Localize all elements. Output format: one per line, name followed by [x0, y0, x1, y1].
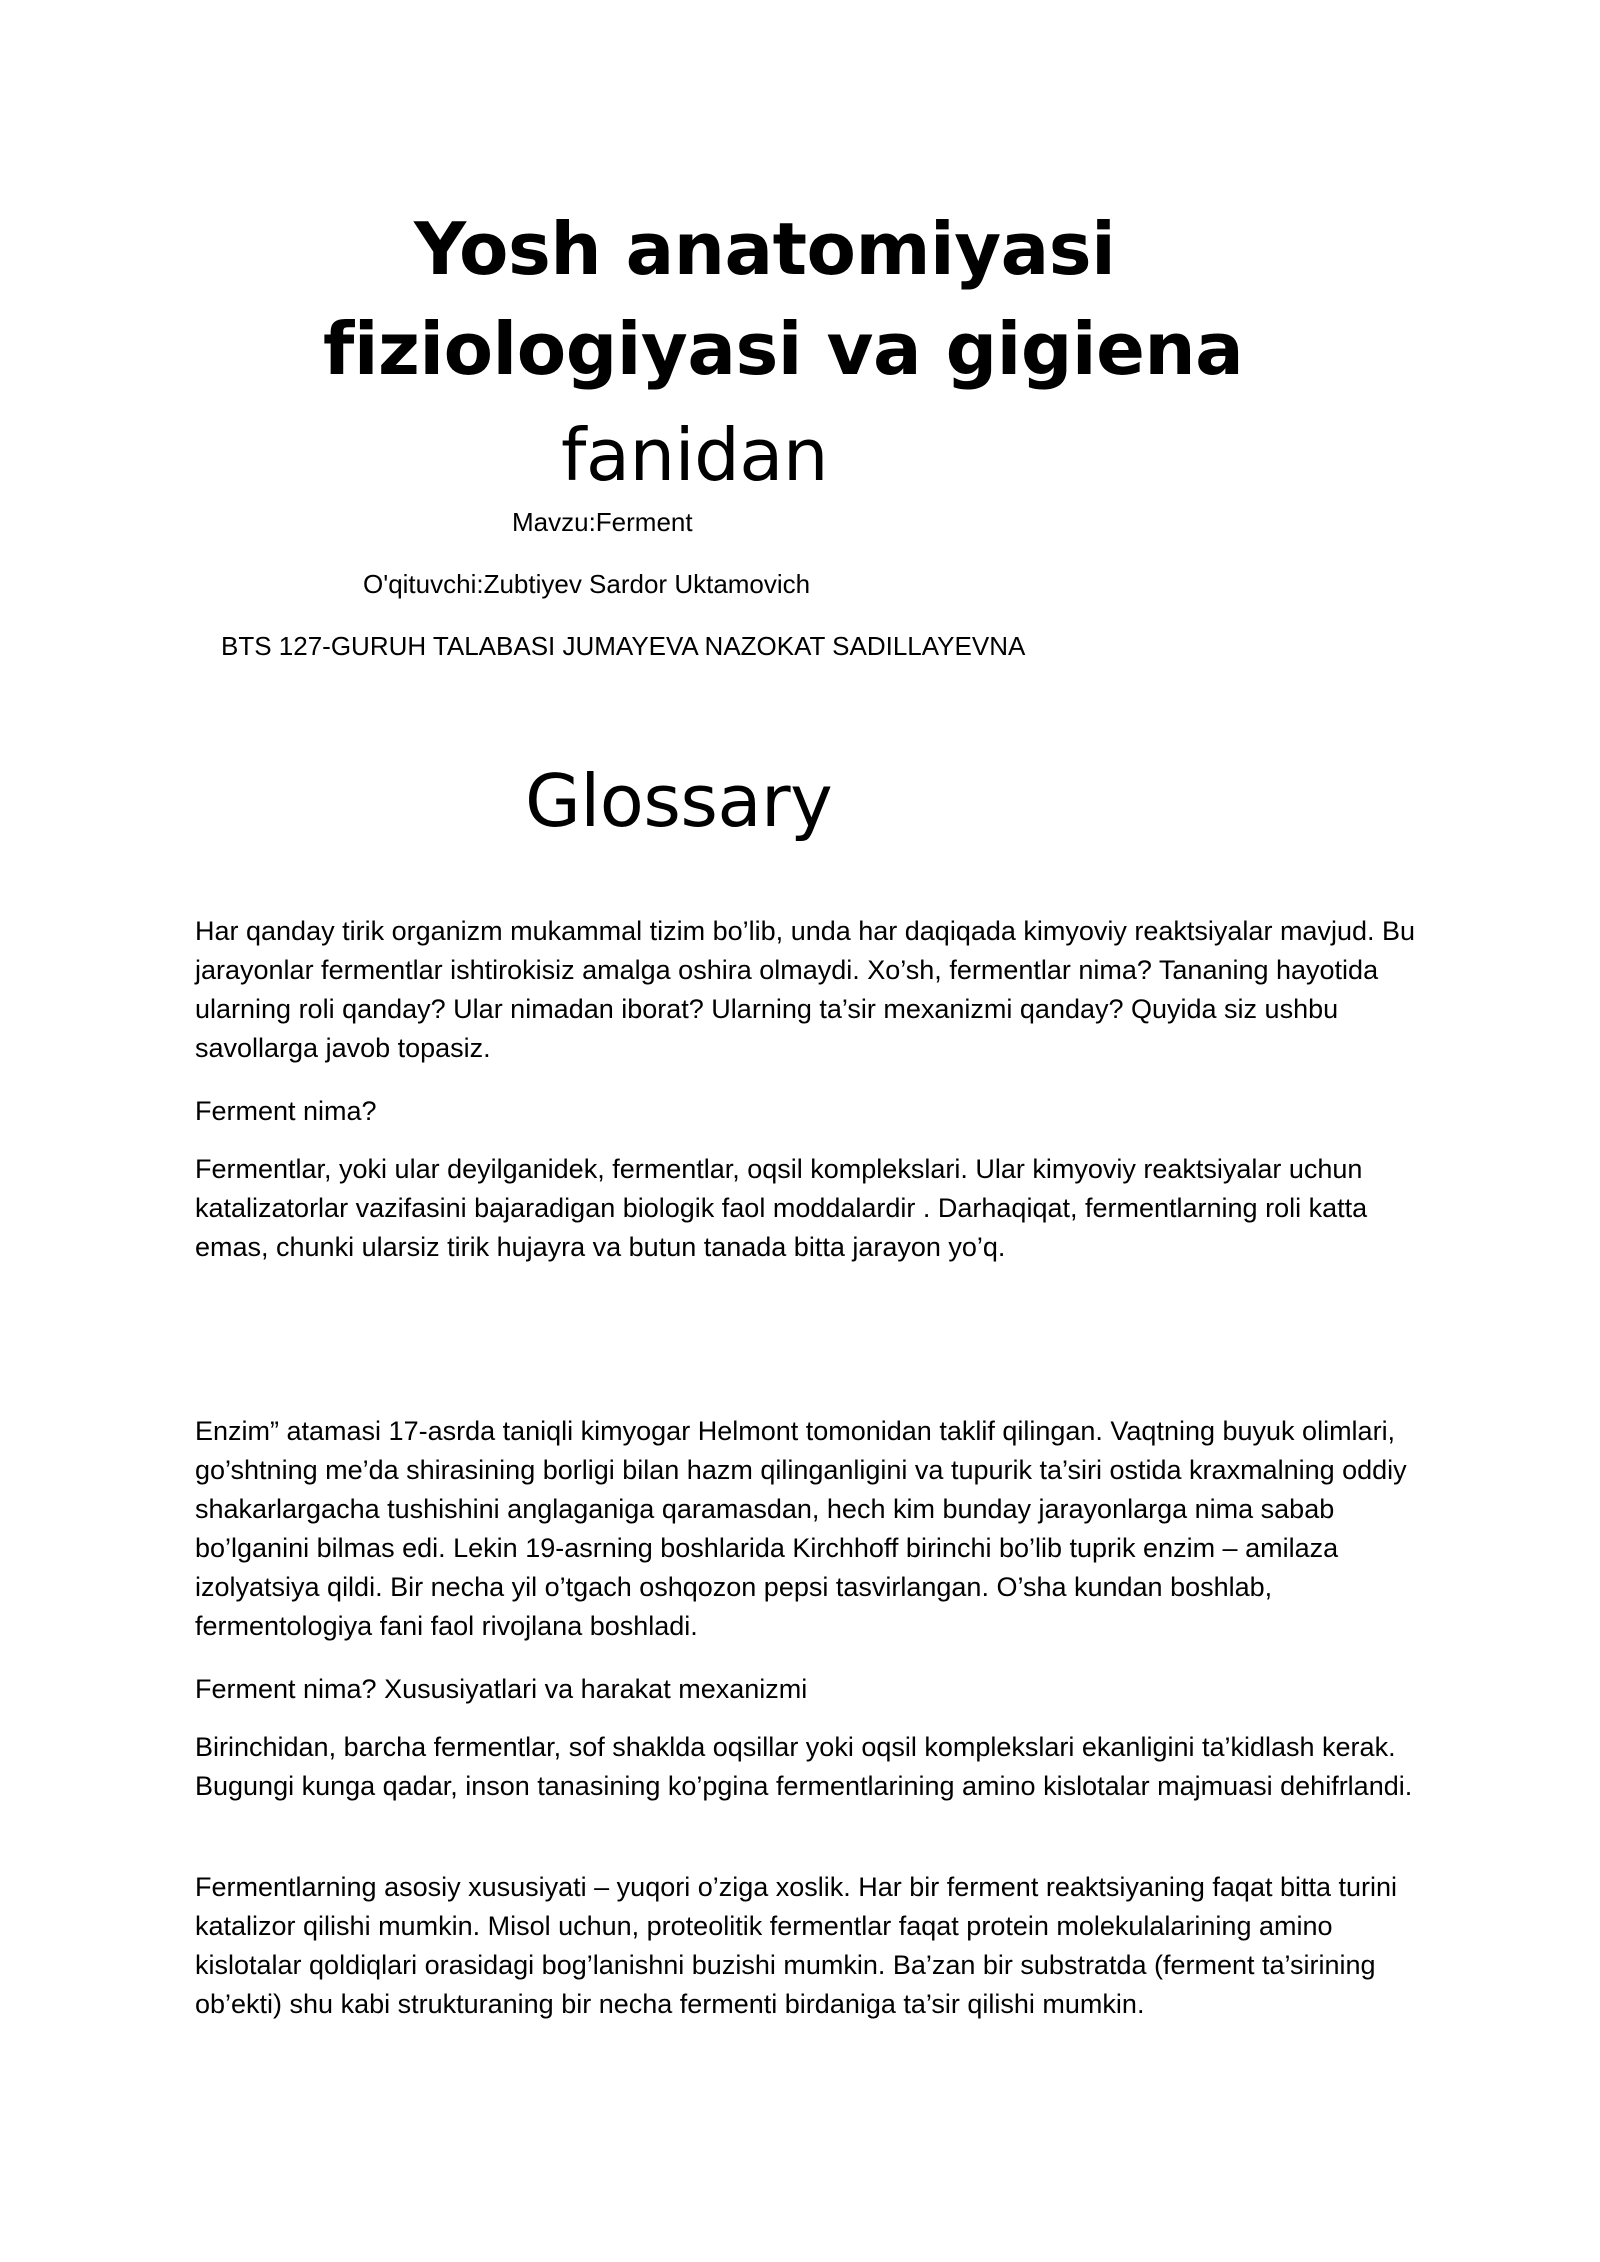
- title-line-3: fanidan: [561, 413, 829, 497]
- section-heading-glossary: Glossary: [525, 759, 833, 843]
- paragraph-subheading: Ferment nima? Xususiyatlari va harakat mexanizmi: [195, 1674, 808, 1704]
- title-line-2: fiziologiyasi va gigiena: [323, 307, 1244, 391]
- teacher-line: O'qituvchi:Zubtiyev Sardor Uktamovich: [363, 569, 811, 599]
- paragraph-history: Enzim” atamasi 17-asrda taniqli kimyogar Helmont tomonidan taklif qilingan. Vaqtning buyuk olimlari, go’shtning me’da shirasining borligi bilan hazm qilinganligini va tupurik ta’siri ostida kraxmalning oddiy shakarlargacha tushishini anglaganiga qaramasdan, hech kim bunday jarayonlarga nima sabab bo’lganini bilmas edi. Lekin 19-asrning boshlarida Kirchhoff birinchi bo’lib tuprik enzim – amilaza izolyatsiya qildi. Bir necha yil o’tgach oshqozon pepsi tasvirlangan. O’sha kundan boshlab, fermentologiya fani faol rivojlana boshladi.: [195, 1416, 1407, 1641]
- title-line-1: Yosh anatomiyasi: [414, 207, 1116, 291]
- topic-line: Mavzu:Ferment: [512, 507, 693, 537]
- paragraph-question: Ferment nima?: [195, 1096, 377, 1126]
- paragraph-intro: Har qanday tirik organizm mukammal tizim bo’lib, unda har daqiqada kimyoviy reaktsiyalar mavjud. Bu jarayonlar fermentlar ishtirokisiz amalga oshira olmaydi. Xo’sh, fermentlar nima? Tananing hayotida ularning roli qanday? Ular nimadan iborat? Ularning ta’sir mexanizmi qanday? Quyida siz ushbu savollarga javob topasiz.: [195, 916, 1416, 1063]
- paragraph-specificity: Fermentlarning asosiy xususiyati – yuqori o’ziga xoslik. Har bir ferment reaktsiyaning faqat bitta turini katalizor qilishi mumkin. Misol uchun, proteolitik fermentlar faqat protein molekulalarining amino kislotalar qoldiqlari orasidagi bog’lanishni buzishi mumkin. Ba’zan bir substratda (ferment ta’sirining ob’ekti) shu kabi strukturaning bir necha fermenti birdaniga ta’sir qilishi mumkin.: [195, 1872, 1398, 2019]
- paragraph-proteins: Birinchidan, barcha fermentlar, sof shaklda oqsillar yoki oqsil komplekslari ekanligini ta’kidlash kerak. Bugungi kunga qadar, inson tanasining ko’pgina fermentlarining amino kislotalar majmuasi dehifrlandi.: [195, 1732, 1413, 1801]
- student-line: BTS 127-GURUH TALABASI JUMAYEVA NAZOKAT SADILLAYEVNA: [221, 631, 1026, 661]
- paragraph-definition: Fermentlar, yoki ular deyilganidek, fermentlar, oqsil komplekslari. Ular kimyoviy reaktsiyalar uchun katalizatorlar vazifasini bajaradigan biologik faol moddalardir . Darhaqiqat, fermentlarning roli katta emas, chunki ularsiz tirik hujayra va butun tanada bitta jarayon yo’q.: [195, 1154, 1368, 1262]
